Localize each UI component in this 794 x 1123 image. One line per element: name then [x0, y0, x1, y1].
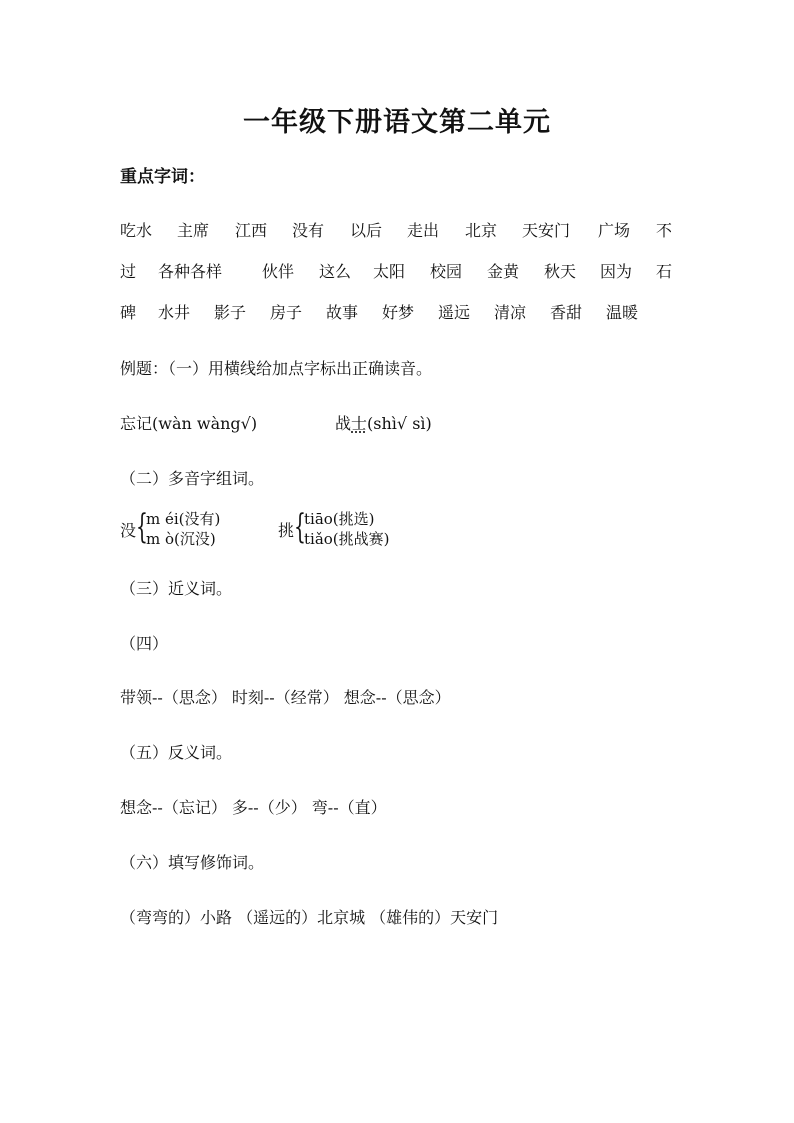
key-word: 没有	[292, 221, 325, 240]
ex6-heading: （六）填写修饰词。	[120, 853, 265, 872]
key-words-label: 重点字词：	[120, 167, 205, 187]
key-word: 金黄	[487, 262, 520, 281]
key-word: 因为	[600, 262, 633, 281]
key-word: 主席	[177, 221, 210, 240]
ex1-item-1: 忘记(wàn wàng√)	[120, 414, 258, 433]
key-word: 水井	[158, 303, 191, 322]
ex1-heading: 例题：（一）用横线给加点字标出正确读音。	[120, 359, 433, 378]
ex1-item-2-pinyin: (shì√ sì)	[367, 414, 432, 433]
ex1-item-2-dotted-char: 士	[351, 414, 368, 433]
key-word: 温暖	[606, 303, 639, 322]
key-word: 太阳	[373, 262, 406, 281]
key-word: 这么	[319, 262, 352, 281]
key-word: 遥远	[438, 303, 471, 322]
key-word: 北京	[465, 221, 498, 240]
polyphone-reading-1: m éi(没有)	[146, 510, 221, 528]
ex6-line: （弯弯的）小路 （遥远的）北京城 （雄伟的）天安门	[120, 908, 499, 927]
key-word: 不	[656, 221, 673, 240]
brace-icon: {	[136, 507, 148, 547]
key-word: 各种各样	[158, 262, 223, 281]
key-word: 碑	[120, 303, 137, 322]
key-word: 秋天	[544, 262, 577, 281]
key-word: 走出	[407, 221, 440, 240]
key-word: 过	[120, 262, 137, 281]
polyphone-char: 挑	[278, 521, 295, 540]
brace-icon: {	[294, 507, 306, 547]
polyphone-group-1	[120, 508, 270, 548]
polyphone-reading-1: tiāo(挑选)	[304, 510, 375, 528]
key-word: 好梦	[382, 303, 415, 322]
polyphone-char: 没	[120, 521, 137, 540]
key-word: 吃水	[120, 221, 153, 240]
polyphone-reading-2: m ò(沉没)	[146, 530, 216, 548]
ex4-heading: （四）	[120, 634, 169, 653]
key-word: 以后	[350, 221, 383, 240]
key-word: 房子	[270, 303, 303, 322]
ex5-line: 想念--（忘记） 多--（少） 弯--（直）	[120, 798, 387, 817]
key-word: 影子	[214, 303, 247, 322]
key-word: 广场	[598, 221, 631, 240]
key-word: 石	[656, 262, 673, 281]
ex4-line: 带领--（思念） 时刻--（经常） 想念--（思念）	[120, 688, 451, 707]
polyphone-reading-2: tiǎo(挑战赛)	[304, 530, 390, 548]
key-word: 清凉	[494, 303, 527, 322]
ex2-heading: （二）多音字组词。	[120, 469, 265, 488]
key-word: 江西	[235, 221, 268, 240]
ex1-item-2-char: 战	[335, 414, 352, 433]
ex3-heading: （三）近义词。	[120, 579, 233, 598]
ex1-item-2	[335, 411, 432, 434]
key-word: 校园	[430, 262, 463, 281]
polyphone-group-2	[278, 508, 448, 548]
key-word: 天安门	[522, 221, 571, 240]
page-title: 一年级下册语文第二单元	[243, 107, 551, 138]
key-word: 伙伴	[262, 262, 295, 281]
key-word: 故事	[326, 303, 359, 322]
key-word: 香甜	[550, 303, 583, 322]
ex5-heading: （五）反义词。	[120, 743, 233, 762]
